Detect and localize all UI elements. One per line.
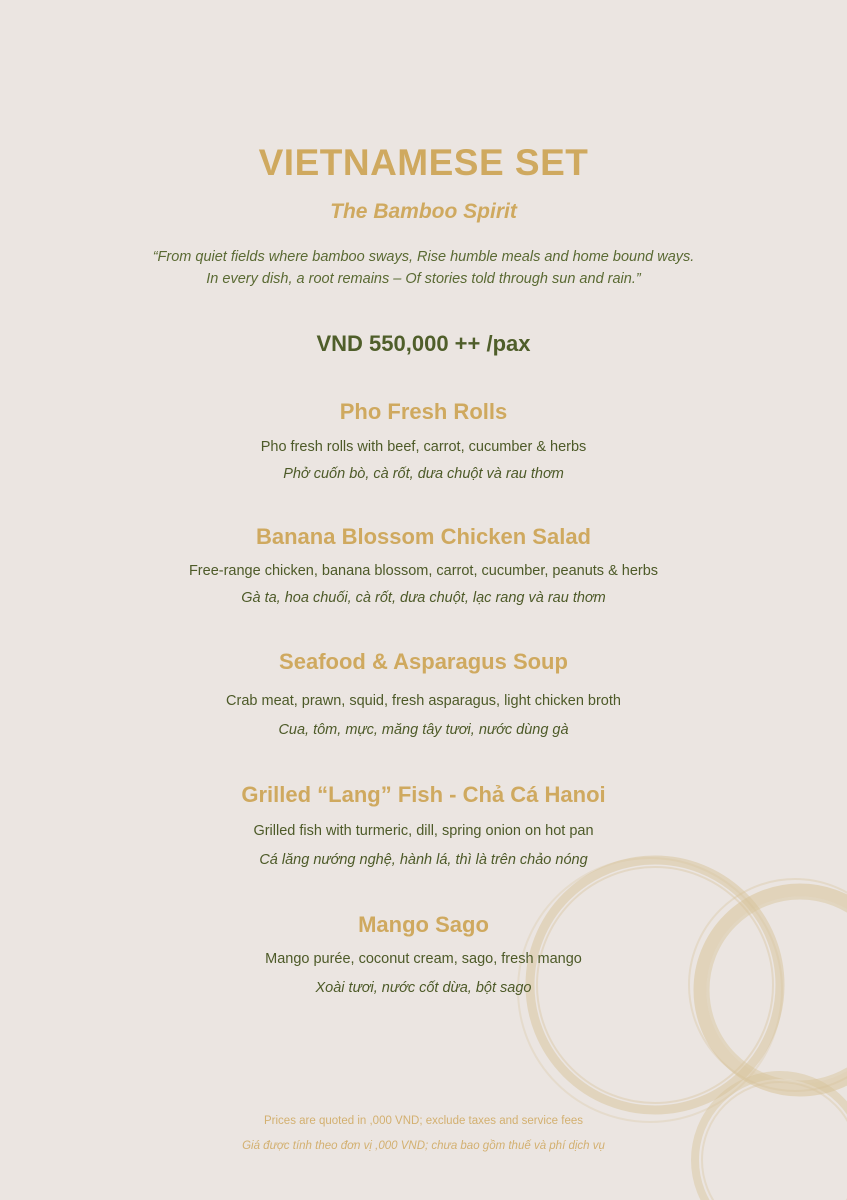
dish-description-vi: Gà ta, hoa chuối, cà rốt, dưa chuột, lạc rang và rau thơm	[241, 590, 606, 606]
poem-line-1: “From quiet fields where bamboo sways, Rise humble meals and home bound ways.	[152, 249, 695, 265]
dish-description-en: Free-range chicken, banana blossom, carrot, cucumber, peanuts & herbs	[188, 563, 659, 579]
dish-description-vi: Phở cuốn bò, cà rốt, dưa chuột và rau thơm	[283, 466, 564, 482]
price-note-vi: Giá được tính theo đơn vị ,000 VND; chưa bao gồm thuế và phí dịch vụ	[242, 1140, 605, 1152]
dish-description-en: Pho fresh rolls with beef, carrot, cucumber & herbs	[260, 439, 587, 455]
poem-line-2: In every dish, a root remains – Of stories told through sun and rain.”	[206, 271, 641, 287]
dish-description-en: Grilled fish with turmeric, dill, spring onion on hot pan	[253, 823, 594, 839]
dish-description-vi: Cá lăng nướng nghệ, hành lá, thì là trên chảo nóng	[259, 852, 588, 868]
set-price: VND 550,000 ++ /pax	[316, 331, 531, 356]
dish-description-en: Mango purée, coconut cream, sago, fresh mango	[265, 951, 582, 967]
dish-name: Seafood & Asparagus Soup	[279, 649, 568, 674]
price-note-en: Prices are quoted in ,000 VND; exclude taxes and service fees	[264, 1115, 583, 1127]
dish-description-vi: Cua, tôm, mực, măng tây tươi, nước dùng gà	[278, 722, 569, 738]
menu-subtitle: The Bamboo Spirit	[330, 200, 517, 223]
dish-name: Banana Blossom Chicken Salad	[256, 524, 591, 549]
dish-description-en: Crab meat, prawn, squid, fresh asparagus, light chicken broth	[226, 693, 621, 709]
menu-title: VIETNAMESE SET	[258, 142, 589, 183]
dish-name: Grilled “Lang” Fish - Chả Cá Hanoi	[241, 782, 606, 807]
dish-name: Mango Sago	[358, 912, 489, 937]
dish-description-vi: Xoài tươi, nước cốt dừa, bột sago	[315, 980, 532, 996]
dish-name: Pho Fresh Rolls	[339, 399, 508, 424]
